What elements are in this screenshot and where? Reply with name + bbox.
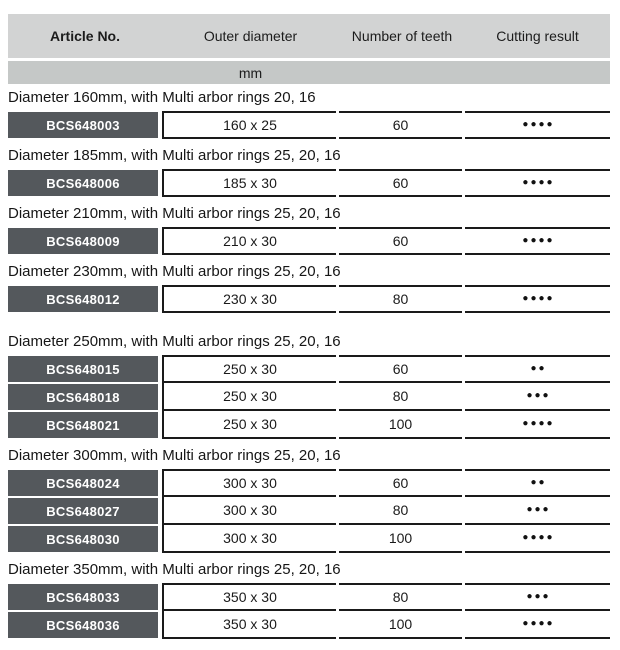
cutting-result-cell (465, 227, 610, 255)
outer-diameter-cell: 250 x 30 (162, 383, 336, 411)
cutting-result-dots: ●● (530, 477, 547, 488)
header-cell-outer-diameter: Outer diameter (203, 28, 298, 44)
article-number-badge: BCS648006 (8, 170, 158, 196)
article-number-badge: BCS648003 (8, 112, 158, 138)
teeth-count-cell: 100 (339, 411, 462, 439)
product-row (8, 169, 610, 197)
cutting-result-cell (465, 285, 610, 313)
article-number-badge: BCS648024 (8, 470, 158, 496)
outer-diameter-cell: 300 x 30 (162, 497, 336, 525)
section-250mm (8, 333, 610, 439)
outer-diameter-cell: 250 x 30 (162, 355, 336, 383)
cutting-result-dots: ●●●● (522, 119, 555, 130)
teeth-count-cell: 80 (339, 383, 462, 411)
cutting-result-dots: ●●●● (522, 293, 555, 304)
unit-row (8, 61, 610, 84)
product-row (8, 497, 610, 525)
table-header-row (8, 14, 610, 58)
teeth-count-cell: 60 (339, 169, 462, 197)
outer-diameter-cell: 250 x 30 (162, 411, 336, 439)
teeth-count-cell: 80 (339, 497, 462, 525)
article-number-badge: BCS648018 (8, 384, 158, 410)
outer-diameter-cell: 350 x 30 (162, 583, 336, 611)
section-210mm (8, 205, 610, 255)
cutting-result-dots: ●●● (526, 504, 551, 515)
header-cell-cutting-result: Cutting result (496, 28, 579, 44)
section-title: Diameter 210mm, with Multi arbor rings 25, 20, 16 (8, 205, 341, 222)
outer-diameter-cell: 230 x 30 (162, 285, 336, 313)
outer-diameter-cell: 300 x 30 (162, 525, 336, 553)
unit-cell-mm: mm (238, 64, 263, 81)
teeth-count-cell: 60 (339, 111, 462, 139)
header-cell-number-of-teeth: Number of teeth (351, 28, 453, 44)
cutting-result-dots: ●●●● (522, 177, 555, 188)
cutting-result-cell (465, 111, 610, 139)
outer-diameter-cell: 210 x 30 (162, 227, 336, 255)
product-row (8, 355, 610, 383)
cutting-result-cell (465, 355, 610, 383)
article-number-badge: BCS648015 (8, 356, 158, 382)
outer-diameter-cell: 350 x 30 (162, 611, 336, 639)
product-row (8, 383, 610, 411)
article-number-badge: BCS648012 (8, 286, 158, 312)
product-row (8, 285, 610, 313)
article-number-badge: BCS648036 (8, 612, 158, 638)
article-number-badge: BCS648009 (8, 228, 158, 254)
teeth-count-cell: 80 (339, 285, 462, 313)
article-number-badge: BCS648033 (8, 584, 158, 610)
product-table (8, 14, 610, 639)
section-title: Diameter 250mm, with Multi arbor rings 25, 20, 16 (8, 333, 341, 350)
cutting-result-dots: ●● (530, 363, 547, 374)
product-row (8, 411, 610, 439)
product-row (8, 583, 610, 611)
section-title: Diameter 160mm, with Multi arbor rings 20, 16 (8, 89, 316, 106)
cutting-result-cell (465, 411, 610, 439)
cutting-result-cell (465, 383, 610, 411)
article-number-badge: BCS648027 (8, 498, 158, 524)
outer-diameter-cell: 185 x 30 (162, 169, 336, 197)
cutting-result-cell (465, 525, 610, 553)
article-number-badge: BCS648021 (8, 412, 158, 438)
outer-diameter-cell: 160 x 25 (162, 111, 336, 139)
outer-diameter-cell: 300 x 30 (162, 469, 336, 497)
cutting-result-cell (465, 583, 610, 611)
teeth-count-cell: 100 (339, 611, 462, 639)
cutting-result-dots: ●●●● (522, 418, 555, 429)
section-185mm (8, 147, 610, 197)
cutting-result-dots: ●●●● (522, 235, 555, 246)
cutting-result-cell (465, 497, 610, 525)
teeth-count-cell: 100 (339, 525, 462, 553)
product-row (8, 111, 610, 139)
cutting-result-cell (465, 469, 610, 497)
teeth-count-cell: 60 (339, 227, 462, 255)
product-row (8, 227, 610, 255)
section-title: Diameter 350mm, with Multi arbor rings 25, 20, 16 (8, 561, 341, 578)
product-row (8, 469, 610, 497)
product-row (8, 525, 610, 553)
teeth-count-cell: 60 (339, 355, 462, 383)
section-title: Diameter 230mm, with Multi arbor rings 25, 20, 16 (8, 263, 341, 280)
cutting-result-dots: ●●●● (522, 618, 555, 629)
cutting-result-dots: ●●●● (522, 532, 555, 543)
header-cell-article-no: Article No. (49, 28, 120, 44)
teeth-count-cell: 60 (339, 469, 462, 497)
section-230mm (8, 263, 610, 313)
article-number-badge: BCS648030 (8, 526, 158, 552)
section-title: Diameter 185mm, with Multi arbor rings 25, 20, 16 (8, 147, 341, 164)
section-350mm (8, 561, 610, 639)
section-title: Diameter 300mm, with Multi arbor rings 25, 20, 16 (8, 447, 341, 464)
section-300mm (8, 447, 610, 553)
cutting-result-cell (465, 169, 610, 197)
cutting-result-dots: ●●● (526, 390, 551, 401)
product-row (8, 611, 610, 639)
teeth-count-cell: 80 (339, 583, 462, 611)
cutting-result-dots: ●●● (526, 591, 551, 602)
section-160mm (8, 89, 610, 139)
cutting-result-cell (465, 611, 610, 639)
